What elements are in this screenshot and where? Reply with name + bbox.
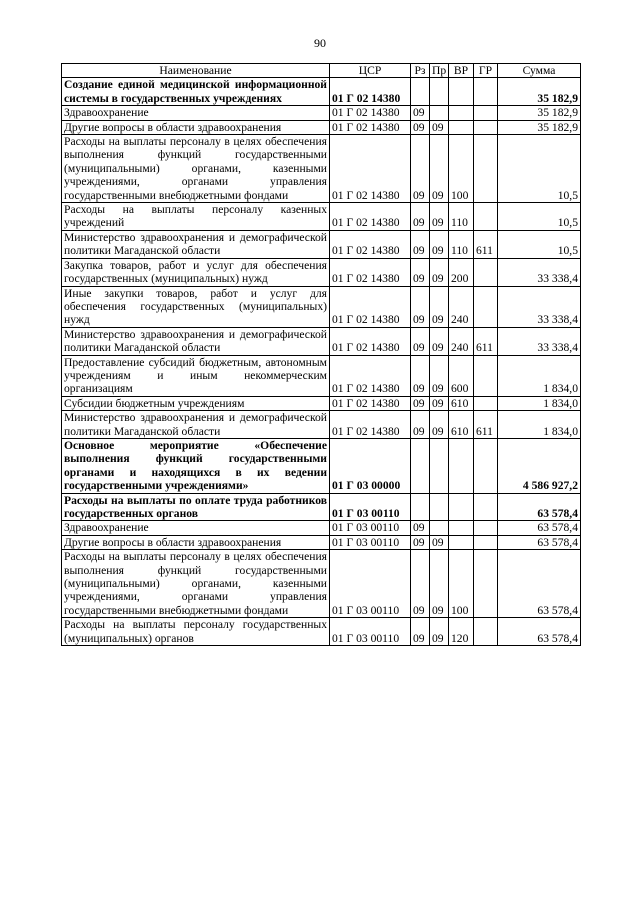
- row-rz: 09: [411, 258, 430, 286]
- row-pr: 09: [430, 230, 449, 258]
- row-vr: 100: [449, 135, 474, 203]
- row-sum: 63 578,4: [498, 493, 581, 521]
- row-name: Здравоохранение: [62, 521, 330, 535]
- row-name: Предоставление субсидий бюджетным, автономным учреждениям и иным некоммерческим организациям: [62, 355, 330, 396]
- row-csr: 01 Г 02 14380: [330, 230, 411, 258]
- table-body: [62, 78, 581, 646]
- row-vr: 610: [449, 396, 474, 410]
- row-rz: 09: [411, 535, 430, 549]
- row-pr: 09: [430, 327, 449, 355]
- header-vr: ВР: [449, 64, 474, 78]
- row-csr: 01 Г 02 14380: [330, 106, 411, 120]
- row-gr: [474, 438, 498, 493]
- row-gr: [474, 135, 498, 203]
- row-vr: 110: [449, 230, 474, 258]
- row-rz: 09: [411, 355, 430, 396]
- row-sum: 10,5: [498, 203, 581, 231]
- row-pr: [430, 438, 449, 493]
- row-csr: 01 Г 02 14380: [330, 286, 411, 327]
- row-gr: [474, 78, 498, 106]
- row-sum: 1 834,0: [498, 396, 581, 410]
- row-pr: [430, 78, 449, 106]
- row-sum: 35 182,9: [498, 106, 581, 120]
- table-row: [62, 550, 581, 618]
- table-row: [62, 355, 581, 396]
- header-rz: Рз: [411, 64, 430, 78]
- table-row: [62, 493, 581, 521]
- table-header-row: [62, 64, 581, 78]
- row-name: Расходы на выплаты персоналу казенных учреждений: [62, 203, 330, 231]
- row-csr: 01 Г 03 00110: [330, 493, 411, 521]
- row-vr: [449, 438, 474, 493]
- row-name: Министерство здравоохранения и демографической политики Магаданской области: [62, 411, 330, 439]
- row-vr: [449, 78, 474, 106]
- row-csr: 01 Г 02 14380: [330, 120, 411, 134]
- row-sum: 63 578,4: [498, 550, 581, 618]
- row-vr: 600: [449, 355, 474, 396]
- row-gr: [474, 120, 498, 134]
- row-gr: [474, 396, 498, 410]
- row-sum: 33 338,4: [498, 286, 581, 327]
- row-name: Расходы на выплаты персоналу в целях обеспечения выполнения функций государственными (муниципальными) органами, казенными учреждениями, органами управления государственными внебюджетными фондами: [62, 550, 330, 618]
- row-name: Другие вопросы в области здравоохранения: [62, 535, 330, 549]
- row-name: Расходы на выплаты персоналу в целях обеспечения выполнения функций государственными (муниципальными) органами, казенными учреждениями, органами управления государственными внебюджетными фондами: [62, 135, 330, 203]
- row-gr: 611: [474, 230, 498, 258]
- row-rz: 09: [411, 618, 430, 646]
- table-row: [62, 327, 581, 355]
- table-row: [62, 230, 581, 258]
- row-pr: [430, 106, 449, 120]
- row-rz: 09: [411, 120, 430, 134]
- table-row: [62, 286, 581, 327]
- budget-table: [61, 63, 581, 646]
- table-row: [62, 521, 581, 535]
- row-name: Расходы на выплаты по оплате труда работников государственных органов: [62, 493, 330, 521]
- table-row: [62, 106, 581, 120]
- row-vr: 100: [449, 550, 474, 618]
- row-name: Иные закупки товаров, работ и услуг для обеспечения государственных (муниципальных) нужд: [62, 286, 330, 327]
- row-vr: 200: [449, 258, 474, 286]
- row-vr: 240: [449, 286, 474, 327]
- row-gr: 611: [474, 411, 498, 439]
- row-pr: 09: [430, 120, 449, 134]
- row-csr: 01 Г 03 00110: [330, 618, 411, 646]
- row-sum: 63 578,4: [498, 521, 581, 535]
- row-csr: 01 Г 02 14380: [330, 396, 411, 410]
- row-sum: 10,5: [498, 230, 581, 258]
- row-csr: 01 Г 02 14380: [330, 135, 411, 203]
- row-name: Другие вопросы в области здравоохранения: [62, 120, 330, 134]
- row-sum: 63 578,4: [498, 618, 581, 646]
- row-vr: 610: [449, 411, 474, 439]
- row-rz: [411, 78, 430, 106]
- row-csr: 01 Г 03 00110: [330, 550, 411, 618]
- row-rz: 09: [411, 396, 430, 410]
- row-rz: 09: [411, 106, 430, 120]
- row-rz: 09: [411, 327, 430, 355]
- header-csr: ЦСР: [330, 64, 411, 78]
- row-csr: 01 Г 02 14380: [330, 355, 411, 396]
- row-gr: [474, 286, 498, 327]
- row-rz: [411, 493, 430, 521]
- row-pr: 09: [430, 286, 449, 327]
- row-name: Создание единой медицинской информационной системы в государственных учреждениях: [62, 78, 330, 106]
- row-rz: [411, 438, 430, 493]
- row-rz: 09: [411, 550, 430, 618]
- row-rz: 09: [411, 286, 430, 327]
- row-vr: 110: [449, 203, 474, 231]
- table-row: [62, 78, 581, 106]
- row-rz: 09: [411, 230, 430, 258]
- row-gr: [474, 203, 498, 231]
- table-row: [62, 618, 581, 646]
- row-sum: 35 182,9: [498, 78, 581, 106]
- row-sum: 33 338,4: [498, 327, 581, 355]
- row-gr: [474, 106, 498, 120]
- row-pr: 09: [430, 355, 449, 396]
- row-sum: 1 834,0: [498, 355, 581, 396]
- row-pr: 09: [430, 535, 449, 549]
- row-gr: [474, 493, 498, 521]
- row-name: Закупка товаров, работ и услуг для обеспечения государственных (муниципальных) нужд: [62, 258, 330, 286]
- header-gr: ГР: [474, 64, 498, 78]
- row-csr: 01 Г 03 00110: [330, 535, 411, 549]
- row-name: Расходы на выплаты персоналу государственных (муниципальных) органов: [62, 618, 330, 646]
- row-name: Министерство здравоохранения и демографической политики Магаданской области: [62, 230, 330, 258]
- row-pr: 09: [430, 203, 449, 231]
- row-name: Министерство здравоохранения и демографической политики Магаданской области: [62, 327, 330, 355]
- row-pr: 09: [430, 258, 449, 286]
- table-row: [62, 438, 581, 493]
- row-gr: [474, 355, 498, 396]
- row-gr: [474, 521, 498, 535]
- table-row: [62, 203, 581, 231]
- row-name: Здравоохранение: [62, 106, 330, 120]
- row-name: Субсидии бюджетным учреждениям: [62, 396, 330, 410]
- row-csr: 01 Г 02 14380: [330, 327, 411, 355]
- row-name: Основное мероприятие «Обеспечение выполнения функций государственными органами и находящихся в их ведении государственными учреждениями»: [62, 438, 330, 493]
- row-pr: 09: [430, 396, 449, 410]
- row-csr: 01 Г 03 00110: [330, 521, 411, 535]
- row-sum: 33 338,4: [498, 258, 581, 286]
- page-number: 90: [314, 36, 326, 50]
- row-sum: 63 578,4: [498, 535, 581, 549]
- row-vr: [449, 535, 474, 549]
- row-gr: [474, 258, 498, 286]
- row-csr: 01 Г 02 14380: [330, 203, 411, 231]
- row-csr: 01 Г 02 14380: [330, 78, 411, 106]
- row-sum: 35 182,9: [498, 120, 581, 134]
- row-csr: 01 Г 02 14380: [330, 258, 411, 286]
- row-rz: 09: [411, 135, 430, 203]
- row-sum: 4 586 927,2: [498, 438, 581, 493]
- row-sum: 10,5: [498, 135, 581, 203]
- row-csr: 01 Г 02 14380: [330, 411, 411, 439]
- row-rz: 09: [411, 411, 430, 439]
- row-pr: [430, 521, 449, 535]
- table-row: [62, 258, 581, 286]
- row-pr: 09: [430, 550, 449, 618]
- row-gr: [474, 535, 498, 549]
- row-vr: [449, 106, 474, 120]
- row-vr: 120: [449, 618, 474, 646]
- row-rz: 09: [411, 203, 430, 231]
- row-sum: 1 834,0: [498, 411, 581, 439]
- table-row: [62, 120, 581, 134]
- row-vr: [449, 120, 474, 134]
- header-name: Наименование: [62, 64, 330, 78]
- row-pr: 09: [430, 618, 449, 646]
- row-rz: 09: [411, 521, 430, 535]
- row-vr: [449, 493, 474, 521]
- row-vr: 240: [449, 327, 474, 355]
- row-gr: [474, 550, 498, 618]
- row-vr: [449, 521, 474, 535]
- row-csr: 01 Г 03 00000: [330, 438, 411, 493]
- row-pr: [430, 493, 449, 521]
- row-gr: [474, 618, 498, 646]
- header-pr: Пр: [430, 64, 449, 78]
- table-row: [62, 535, 581, 549]
- row-pr: 09: [430, 135, 449, 203]
- table-row: [62, 135, 581, 203]
- row-pr: 09: [430, 411, 449, 439]
- header-sum: Сумма: [498, 64, 581, 78]
- row-gr: 611: [474, 327, 498, 355]
- table-row: [62, 396, 581, 410]
- table-row: [62, 411, 581, 439]
